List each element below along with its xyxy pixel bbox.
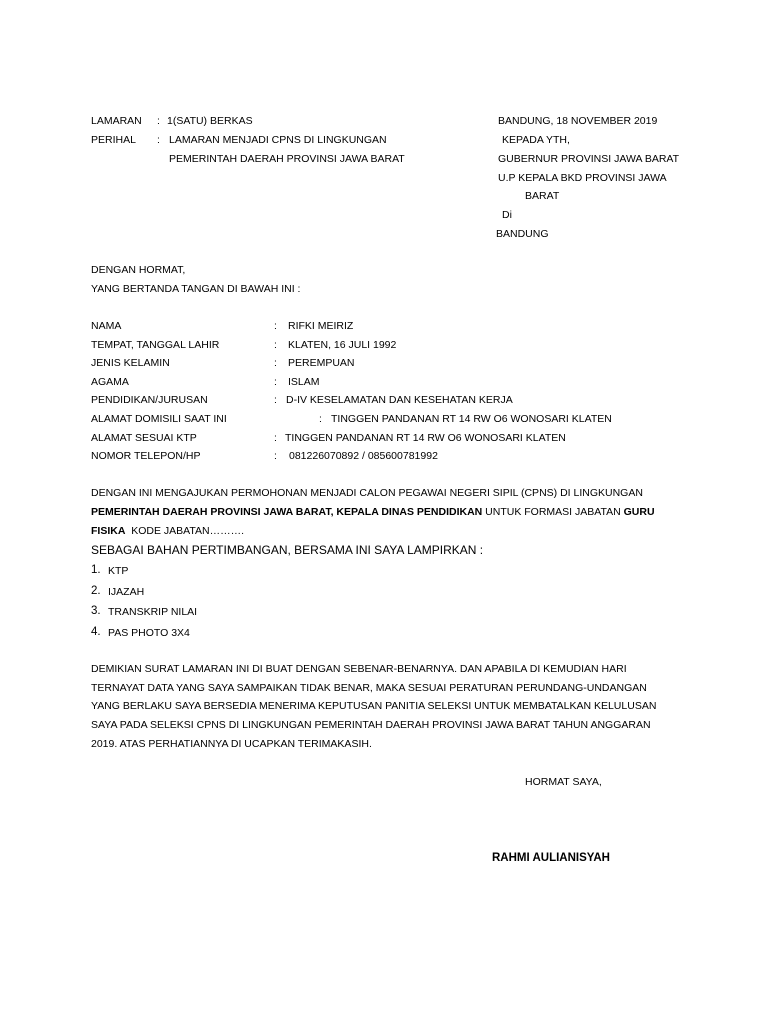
body-line-2-normal: UNTUK FORMASI JABATAN	[482, 506, 624, 518]
attachment-item: KTP	[108, 565, 129, 577]
attachment-item: TRANSKRIP NILAI	[108, 606, 198, 618]
identity-label: JENIS KELAMIN	[91, 357, 170, 369]
identity-value: PEREMPUAN	[288, 357, 355, 369]
recipient-city: BANDUNG	[496, 228, 549, 240]
closing-line-4: SAYA PADA SELEKSI CPNS DI LINGKUNGAN PEMERINTAH DAERAH PROVINSI JAWA BARAT TAHUN ANGGARAN	[91, 719, 651, 731]
recipient-line-3: BARAT	[525, 190, 560, 202]
body-line-3-bold: FISIKA	[91, 525, 126, 537]
identity-value: RIFKI MEIRIZ	[288, 320, 354, 332]
perihal-line-1: LAMARAN MENJADI CPNS DI LINGKUNGAN	[169, 134, 387, 146]
attachment-number: 4.	[91, 626, 101, 638]
body-line-2-bold-end: GURU	[623, 506, 655, 518]
recipient-di: Di	[502, 209, 512, 221]
perihal-label: PERIHAL	[91, 134, 136, 146]
perihal-separator: :	[157, 134, 160, 146]
identity-separator: :	[274, 376, 277, 388]
attachment-number: 3.	[91, 605, 101, 617]
identity-separator: :	[274, 320, 277, 332]
letter-date: BANDUNG, 18 NOVEMBER 2019	[498, 115, 658, 127]
greeting-line-2: YANG BERTANDA TANGAN DI BAWAH INI :	[91, 283, 301, 295]
lamaran-label: LAMARAN	[91, 115, 142, 127]
closing-line-1: DEMIKIAN SURAT LAMARAN INI DI BUAT DENGAN SEBENAR-BENARNYA. DAN APABILA DI KEMUDIAN HARI	[91, 663, 627, 675]
body-line-2	[91, 505, 655, 519]
body-line-3	[91, 524, 244, 538]
identity-label: NOMOR TELEPON/HP	[91, 450, 201, 462]
identity-separator: :	[274, 339, 277, 351]
identity-separator: :	[319, 413, 322, 425]
greeting-line-1: DENGAN HORMAT,	[91, 264, 186, 276]
lamaran-value: 1(SATU) BERKAS	[167, 115, 253, 127]
identity-value: D-IV KESELAMATAN DAN KESEHATAN KERJA	[286, 394, 513, 406]
closing-line-2: TERNAYAT DATA YANG SAYA SAMPAIKAN TIDAK BENAR, MAKA SESUAI PERATURAN PERUNDANG-UNDANGAN	[91, 682, 647, 694]
lamaran-separator: :	[157, 115, 160, 127]
identity-label: NAMA	[91, 320, 122, 332]
identity-label: TEMPAT, TANGGAL LAHIR	[91, 339, 220, 351]
closing-line-3: YANG BERLAKU SAYA BERSEDIA MENERIMA KEPUTUSAN PANITIA SELEKSI UNTUK MEMBATALKAN KELULUSAN	[91, 700, 657, 712]
recipient-line-2: U.P KEPALA BKD PROVINSI JAWA	[498, 172, 667, 184]
identity-label: ALAMAT SESUAI KTP	[91, 432, 197, 444]
perihal-line-2: PEMERINTAH DAERAH PROVINSI JAWA BARAT	[169, 153, 405, 165]
identity-value: KLATEN, 16 JULI 1992	[288, 339, 397, 351]
identity-separator: :	[274, 450, 277, 462]
closing-regards: HORMAT SAYA,	[525, 776, 602, 788]
identity-label: AGAMA	[91, 376, 129, 388]
recipient-line-1: GUBERNUR PROVINSI JAWA BARAT	[498, 153, 680, 165]
identity-value: TINGGEN PANDANAN RT 14 RW O6 WONOSARI KLATEN	[331, 413, 612, 425]
attachment-item: PAS PHOTO 3X4	[108, 627, 190, 639]
identity-label: ALAMAT DOMISILI SAAT INI	[91, 413, 227, 425]
signatory-name: RAHMI AULIANISYAH	[492, 852, 610, 864]
body-line-1: DENGAN INI MENGAJUKAN PERMOHONAN MENJADI CALON PEGAWAI NEGERI SIPIL (CPNS) DI LINGKUNGAN	[91, 487, 643, 499]
identity-separator: :	[274, 394, 277, 406]
identity-separator: :	[274, 432, 277, 444]
closing-line-5: 2019. ATAS PERHATIANNYA DI UCAPKAN TERIMAKASIH.	[91, 738, 372, 750]
identity-label: PENDIDIKAN/JURUSAN	[91, 394, 208, 406]
attachment-heading: SEBAGAI BAHAN PERTIMBANGAN, BERSAMA INI SAYA LAMPIRKAN :	[91, 543, 484, 557]
body-line-3-normal: KODE JABATAN……….	[125, 525, 245, 537]
attachment-number: 1.	[91, 564, 101, 576]
identity-value: ISLAM	[288, 376, 320, 388]
recipient-to: KEPADA YTH,	[502, 134, 570, 146]
identity-separator: :	[274, 357, 277, 369]
identity-value: TINGGEN PANDANAN RT 14 RW O6 WONOSARI KLATEN	[285, 432, 566, 444]
attachment-item: IJAZAH	[108, 586, 145, 598]
attachment-number: 2.	[91, 585, 101, 597]
body-line-2-bold: PEMERINTAH DAERAH PROVINSI JAWA BARAT, KEPALA DINAS PENDIDIKAN	[91, 506, 483, 518]
identity-value: 081226070892 / 085600781992	[289, 450, 438, 462]
